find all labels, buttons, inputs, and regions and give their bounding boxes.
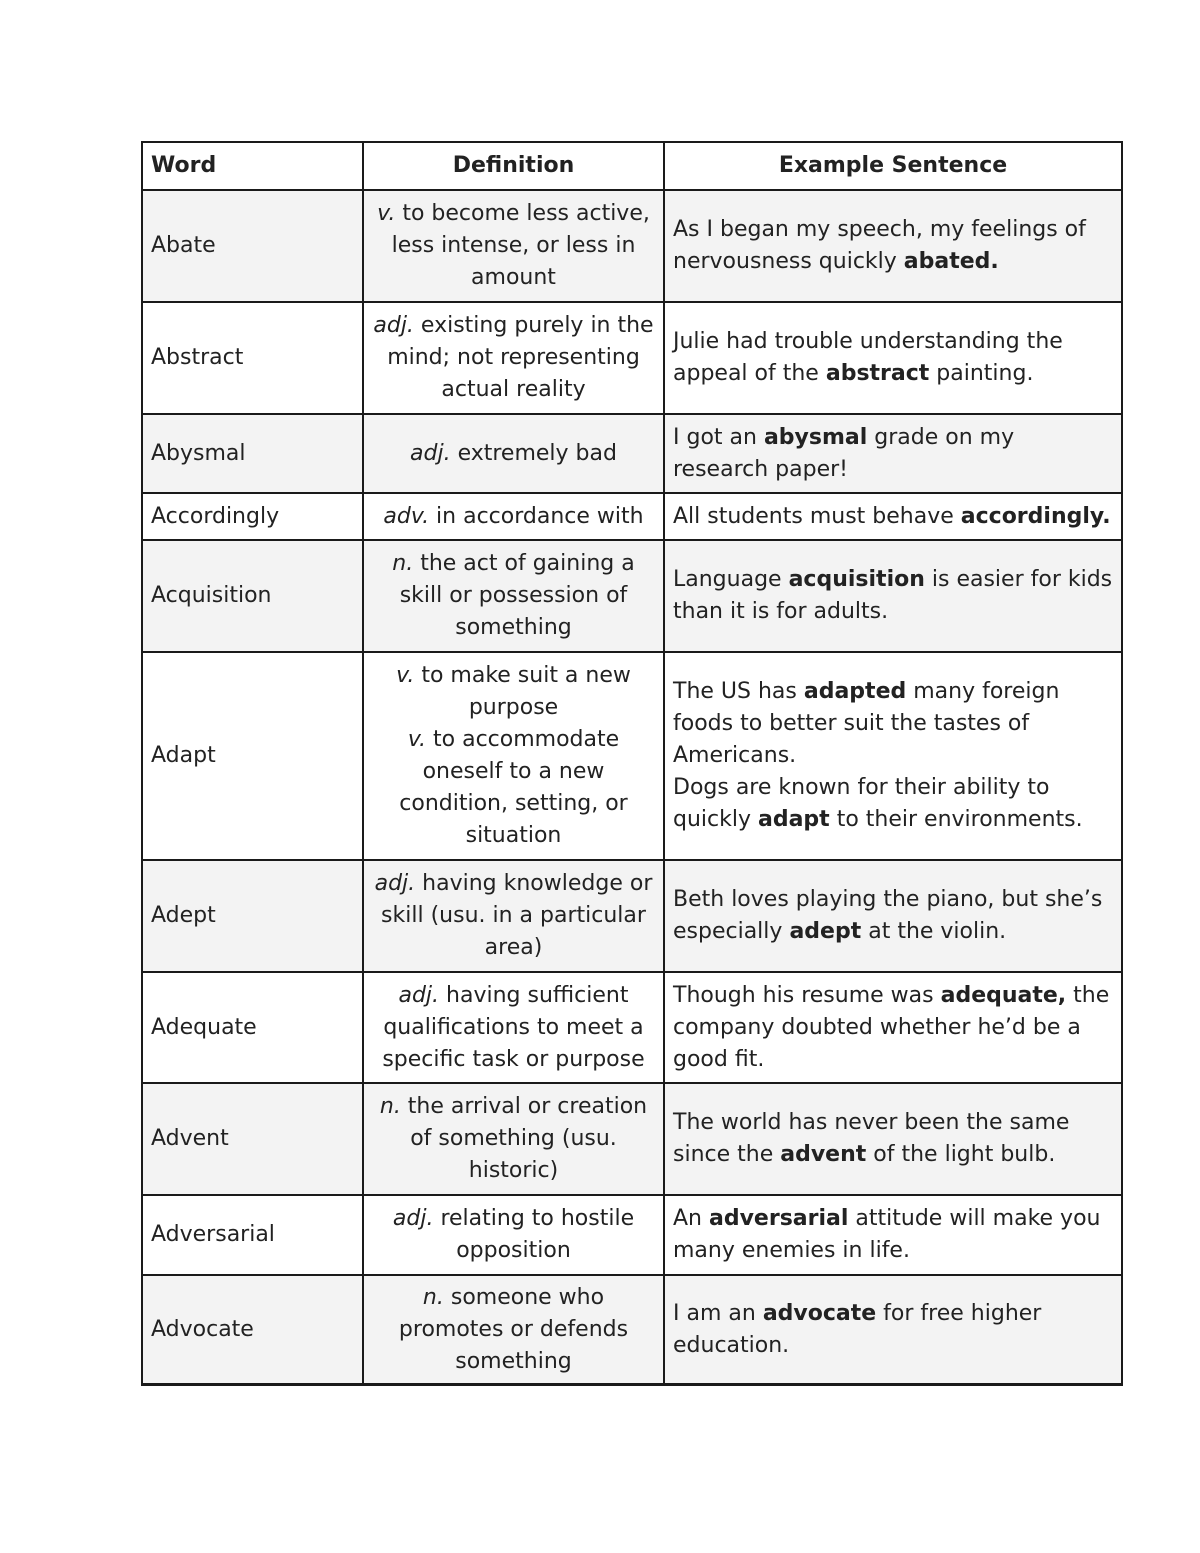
part-of-speech: n. (392, 551, 414, 576)
definition-text: having knowledge or skill (usu. in a particular area) (381, 871, 653, 960)
part-of-speech: n. (379, 1094, 401, 1119)
example-text: An (673, 1206, 709, 1231)
table-row (142, 1275, 1122, 1385)
definition-line (372, 724, 655, 852)
definition-cell (363, 860, 664, 972)
example-text: at the violin. (861, 919, 1007, 944)
definition-line (372, 438, 655, 470)
example-keyword: advent (780, 1142, 867, 1167)
example-text: for free higher education. (673, 1300, 1042, 1358)
example-keyword: accordingly. (960, 503, 1111, 529)
example-cell (664, 1275, 1122, 1385)
example-keyword: adequate, (940, 982, 1067, 1008)
word-cell: Advocate (142, 1275, 363, 1385)
example-cell (664, 1083, 1122, 1195)
table-row (142, 414, 1122, 493)
example-text: Julie had trouble understanding the appeal of the (673, 329, 1063, 386)
example-text: attitude will make you many enemies in life. (673, 1206, 1101, 1263)
part-of-speech: adj. (392, 1206, 434, 1231)
part-of-speech: adj. (373, 313, 414, 338)
example-cell (664, 302, 1122, 414)
part-of-speech: adj. (410, 440, 451, 466)
table-row (142, 1195, 1122, 1275)
definition-line (372, 868, 655, 964)
example-text: is easier for kids than it is for adults. (673, 567, 1113, 624)
definition-text: having sufficient qualifications to meet a specific task or purpose (382, 982, 645, 1072)
example-sentence (673, 501, 1113, 533)
example-text: many foreign foods to better suit the tastes of Americans. (673, 679, 1060, 768)
definition-cell (363, 1195, 664, 1275)
example-cell (664, 652, 1122, 860)
example-text: The world has never been the same since the (673, 1110, 1070, 1167)
word-cell: Abate (142, 190, 363, 302)
example-keyword: abated. (903, 249, 999, 274)
word-cell: Advent (142, 1083, 363, 1195)
example-sentence (673, 422, 1113, 486)
example-keyword: adapted (803, 679, 907, 704)
word-cell: Abysmal (142, 414, 363, 493)
example-sentence (673, 1298, 1113, 1362)
definition-cell (363, 972, 664, 1083)
example-text: painting. (929, 361, 1034, 386)
part-of-speech: v. (396, 663, 415, 688)
example-sentence (673, 1107, 1113, 1171)
table-row (142, 190, 1122, 302)
example-keyword: adapt (757, 807, 830, 832)
column-header-example-sentence: Example Sentence (664, 142, 1122, 190)
example-text: As I began my speech, my feelings of nervousness quickly (673, 217, 1086, 274)
definition-cell (363, 190, 664, 302)
example-text: Dogs are known for their ability to quickly (673, 775, 1050, 832)
definition-line (372, 980, 655, 1076)
definition-line (372, 548, 655, 644)
definition-cell (363, 414, 664, 493)
definition-cell (363, 540, 664, 652)
definition-text: someone who promotes or defends something (398, 1284, 629, 1374)
example-keyword: abstract (825, 361, 930, 386)
part-of-speech: adj. (374, 871, 416, 896)
word-cell: Adapt (142, 652, 363, 860)
vocabulary-table (141, 141, 1123, 1386)
example-cell (664, 414, 1122, 493)
column-header-definition: Definition (363, 142, 664, 190)
table-row (142, 493, 1122, 540)
example-sentence (673, 564, 1113, 628)
example-text: Beth loves playing the piano, but she’s especially (673, 887, 1103, 944)
definition-text: existing purely in the mind; not representing actual reality (387, 313, 654, 402)
example-text: Language (673, 567, 789, 592)
definition-text: extremely bad (450, 440, 617, 466)
part-of-speech: adv. (383, 503, 430, 529)
column-header-word: Word (142, 142, 363, 190)
example-keyword: advocate (762, 1300, 877, 1326)
example-keyword: adversarial (709, 1206, 849, 1231)
example-text: Though his resume was (673, 982, 941, 1008)
part-of-speech: v. (377, 201, 396, 226)
example-cell (664, 493, 1122, 540)
example-text: I am an (673, 1300, 763, 1326)
example-sentence (673, 884, 1113, 948)
definition-line (372, 310, 655, 406)
definition-line (372, 1091, 655, 1187)
definition-line (372, 501, 655, 533)
example-keyword: abysmal (763, 424, 868, 450)
header-row (142, 142, 1122, 190)
part-of-speech: adj. (398, 982, 440, 1008)
part-of-speech: v. (407, 727, 427, 752)
example-sentence (673, 326, 1113, 390)
example-text: I got an (673, 424, 764, 450)
word-cell: Abstract (142, 302, 363, 414)
definition-text: in accordance with (429, 503, 644, 529)
definition-text: the act of gaining a skill or possession of something (399, 551, 635, 640)
definition-cell (363, 652, 664, 860)
example-sentence (673, 772, 1113, 836)
example-text: The US has (673, 679, 804, 704)
table-row (142, 540, 1122, 652)
example-cell (664, 540, 1122, 652)
example-text: to their environments. (829, 807, 1083, 832)
example-keyword: acquisition (788, 567, 925, 592)
definition-text: to accommodate oneself to a new condition, setting, or situation (399, 727, 628, 848)
example-text: of the light bulb. (866, 1142, 1056, 1167)
definition-cell (363, 493, 664, 540)
word-cell: Adept (142, 860, 363, 972)
definition-line (372, 660, 655, 724)
example-sentence (673, 980, 1113, 1076)
example-cell (664, 860, 1122, 972)
definition-text: the arrival or creation of something (usu. historic) (400, 1094, 648, 1183)
word-cell: Acquisition (142, 540, 363, 652)
table-row (142, 860, 1122, 972)
part-of-speech: n. (422, 1284, 444, 1310)
example-text: All students must behave (673, 503, 961, 529)
example-sentence (673, 214, 1113, 278)
example-keyword: adept (789, 919, 862, 944)
word-cell: Adequate (142, 972, 363, 1083)
example-cell (664, 190, 1122, 302)
definition-line (372, 1203, 655, 1267)
example-cell (664, 1195, 1122, 1275)
table-row (142, 1083, 1122, 1195)
definition-text: to make suit a new purpose (414, 663, 631, 720)
definition-cell (363, 1275, 664, 1385)
definition-line (372, 198, 655, 294)
example-sentence (673, 676, 1113, 772)
definition-text: to become less active, less intense, or less in amount (391, 201, 650, 290)
definition-text: relating to hostile opposition (433, 1206, 635, 1263)
definition-line (372, 1282, 655, 1378)
example-text: the company doubted whether he’d be a good fit. (673, 982, 1110, 1072)
example-cell (664, 972, 1122, 1083)
word-cell: Accordingly (142, 493, 363, 540)
example-sentence (673, 1203, 1113, 1267)
definition-cell (363, 1083, 664, 1195)
table-row (142, 302, 1122, 414)
word-cell: Adversarial (142, 1195, 363, 1275)
table-row (142, 652, 1122, 860)
table-row (142, 972, 1122, 1083)
definition-cell (363, 302, 664, 414)
example-text: grade on my research paper! (673, 424, 1015, 482)
